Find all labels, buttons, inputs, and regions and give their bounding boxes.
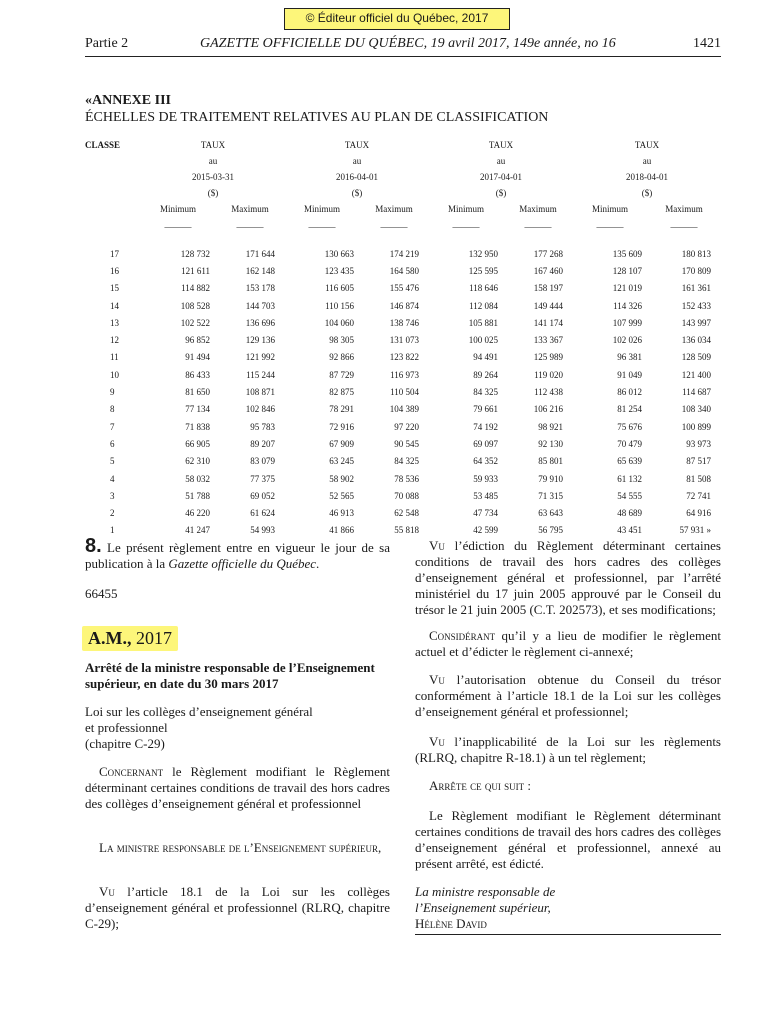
minimum-cell: 86 012 [617,387,642,398]
maximum-cell: 100 899 [681,421,711,432]
salary-scale-table [85,137,721,539]
law-line: (chapitre C-29) [85,736,165,751]
au-label: au [208,156,218,166]
maximum-cell: 92 130 [538,438,563,449]
minimum-header: Minimum [447,204,484,214]
minimum-cell: 65 639 [617,456,642,467]
minimum-cell: 107 999 [612,317,642,328]
maximum-cell: 119 020 [534,369,563,380]
vu-text: l’autorisation obtenue du Conseil du trésor conformément à l’article 18.1 de la Loi sur les collèges d’enseignement général et professionnel; [415,672,721,719]
minimum-cell: 46 913 [329,508,354,519]
minimum-cell: 71 838 [185,421,210,432]
minimum-cell: 121 611 [181,265,210,276]
minimum-cell: 69 097 [473,438,498,449]
classe-cell: 4 [110,473,115,484]
classe-cell: 13 [110,317,119,328]
table-row [85,280,721,297]
maximum-cell: 87 517 [686,456,711,467]
maximum-cell: 152 433 [681,300,711,311]
table-row [85,383,721,400]
signature-title: La ministre responsable de [415,884,556,899]
maximum-cell: 161 361 [681,283,711,294]
header-part: Partie 2 [85,36,129,51]
minimum-cell: 118 646 [469,283,498,294]
maximum-header: Maximum [375,204,413,214]
section-text: Le présent règlement entre en vigueur le jour de sa publication à la [85,540,390,571]
maximum-cell: 128 509 [681,352,711,363]
header-dash: ——— [596,222,624,232]
vu-label: Vu [429,734,445,749]
maximum-cell: 97 220 [394,421,419,432]
section-8-paragraph [85,535,390,572]
header-dash: ——— [670,222,698,232]
minimum-cell: 130 663 [324,248,354,259]
table-row [85,366,721,383]
maximum-cell: 90 545 [394,438,419,449]
minimum-header: Minimum [303,204,340,214]
minimum-cell: 82 875 [329,387,354,398]
minimum-cell: 70 479 [617,438,642,449]
minimum-cell: 75 676 [617,421,642,432]
maximum-cell: 56 795 [538,525,563,536]
minimum-cell: 135 609 [612,248,642,259]
classe-cell: 16 [110,265,119,276]
minimum-cell: 114 882 [181,283,210,294]
classe-cell: 11 [110,352,119,363]
maximum-cell: 104 389 [389,404,419,415]
maximum-cell: 108 340 [681,404,711,415]
maximum-cell: 81 508 [686,473,711,484]
header-dash: ——— [524,222,552,232]
page-header [85,36,721,56]
concernant-paragraph [85,764,390,812]
maximum-cell: 138 746 [389,317,419,328]
vu-text: l’inapplicabilité de la Loi sur les règlements (RLRQ, chapitre R-18.1) à un tel règlement; [415,734,721,765]
vu-label: Vu [99,884,115,899]
considerant-paragraph [415,628,721,660]
maximum-header: Maximum [665,204,703,214]
table-row [85,470,721,487]
maximum-cell: 121 992 [245,352,275,363]
vu-text: l’édiction du Règlement déterminant certaines conditions de travail des hors cadres des collèges d’enseignement général et professionnel, par l’arrêté ministériel du 17 juin 2005 approuvé par le Conseil du trésor le 21 juin 2005 (C.T. 202573), et ses modifications; [415,538,721,617]
vu-label: Vu [429,672,445,687]
final-paragraph [415,808,721,872]
minimum-cell: 77 134 [185,404,210,415]
maximum-cell: 136 696 [245,317,275,328]
maximum-cell: 85 801 [538,456,563,467]
annex-heading [85,92,548,126]
maximum-cell: 153 178 [245,283,275,294]
maximum-cell: 180 813 [681,248,711,259]
maximum-cell: 69 052 [250,490,275,501]
maximum-cell: 62 548 [394,508,419,519]
maximum-cell: 77 375 [250,473,275,484]
date-header: 2018-04-01 [626,172,668,182]
maximum-cell: 72 741 [686,490,711,501]
maximum-cell: 57 931 » [679,525,711,536]
au-label: au [642,156,652,166]
classe-cell: 10 [110,369,119,380]
maximum-cell: 164 580 [389,265,419,276]
page-number: 1421 [693,36,721,51]
minimum-cell: 63 245 [329,456,354,467]
vu-text: l’article 18.1 de la Loi sur les collèges d’enseignement général et professionnel (RLRQ, chapitre C-29); [85,884,390,931]
classe-cell: 5 [110,456,115,467]
vu-inapplicabilite-paragraph [415,734,721,766]
table-row [85,504,721,521]
salary-scale-rows [85,245,721,539]
considerant-label: Considérant [429,628,496,643]
annex-subtitle: ÉCHELLES DE TRAITEMENT RELATIVES AU PLAN DE CLASSIFICATION [85,110,549,125]
maximum-cell: 71 315 [538,490,563,501]
table-row [85,349,721,366]
maximum-cell: 106 216 [533,404,563,415]
minimum-cell: 128 732 [180,248,210,259]
minimum-cell: 114 326 [613,300,642,311]
maximum-cell: 123 822 [389,352,419,363]
minimum-cell: 74 192 [473,421,498,432]
minimum-cell: 64 352 [473,456,498,467]
au-label: au [496,156,506,166]
classe-cell: 1 [110,525,115,536]
maximum-cell: 63 643 [538,508,563,519]
minimum-header: Minimum [591,204,628,214]
minimum-cell: 128 107 [612,265,642,276]
minimum-cell: 104 060 [324,317,354,328]
header-dash: ——— [308,222,336,232]
maximum-cell: 177 268 [533,248,563,259]
final-text: Le Règlement modifiant le Règlement déterminant certaines conditions de travail des hors cadres des collèges d’enseignement général et professionnel, annexé au présent arrêté, est édicté. [415,808,721,871]
maximum-cell: 133 367 [533,335,563,346]
minimum-cell: 84 325 [473,387,498,398]
minimum-cell: 42 599 [473,525,498,536]
unit-label: ($) [207,188,219,198]
maximum-cell: 155 476 [389,283,419,294]
minimum-cell: 46 220 [185,508,210,519]
minimum-cell: 123 435 [324,265,354,276]
minimum-cell: 86 433 [185,369,210,380]
maximum-cell: 95 783 [250,421,275,432]
date-header: 2015-03-31 [192,172,234,182]
minimum-cell: 110 156 [325,300,354,311]
arrete-title: Arrêté de la ministre responsable de l’Enseignement supérieur, en date du 30 mars 2017 [85,660,375,691]
maximum-cell: 125 989 [533,352,563,363]
minimum-cell: 47 734 [473,508,498,519]
maximum-cell: 61 624 [250,508,275,519]
annex-title: «ANNEXE III [85,93,171,108]
minimum-cell: 108 528 [180,300,210,311]
minimum-cell: 87 729 [329,369,354,380]
minimum-cell: 58 902 [329,473,354,484]
minimum-cell: 72 916 [329,421,354,432]
classe-header: CLASSE [85,140,121,150]
section-number: 8. [85,535,102,557]
maximum-cell: 144 703 [245,300,275,311]
maximum-cell: 174 219 [389,248,419,259]
am-year: 2017 [131,628,172,648]
minimum-cell: 58 032 [185,473,210,484]
minimum-cell: 41 247 [185,525,210,536]
taux-header: TAUX [634,140,660,150]
minimum-cell: 81 254 [617,404,642,415]
minimum-cell: 66 905 [185,438,210,449]
document-number: 66455 [85,586,118,601]
table-row [85,453,721,470]
concernant-text: le Règlement modifiant le Règlement déterminant certaines conditions de travail des hors cadres des collèges d’enseignement général et professionnel [85,764,390,811]
maximum-header: Maximum [231,204,269,214]
minimum-cell: 116 605 [325,283,354,294]
minimum-cell: 96 381 [617,352,642,363]
table-row [85,418,721,435]
table-row [85,401,721,418]
minimum-cell: 94 491 [473,352,498,363]
am-heading [82,626,178,651]
maximum-cell: 98 921 [538,421,563,432]
maximum-cell: 167 460 [533,265,563,276]
minimum-cell: 67 909 [329,438,354,449]
classe-cell: 12 [110,335,119,346]
maximum-cell: 121 400 [681,369,711,380]
maximum-cell: 141 174 [533,317,563,328]
maximum-cell: 143 997 [681,317,711,328]
header-dash: ——— [164,222,192,232]
maximum-cell: 115 244 [246,369,275,380]
minimum-cell: 81 650 [185,387,210,398]
maximum-cell: 114 687 [682,387,711,398]
minimum-cell: 62 310 [185,456,210,467]
minimum-cell: 96 852 [185,335,210,346]
gazette-name: Gazette officielle du Québec [168,556,317,571]
classe-cell: 8 [110,404,115,415]
vu-article-paragraph [85,884,390,932]
maximum-cell: 55 818 [394,525,419,536]
date-header: 2016-04-01 [336,172,378,182]
classe-cell: 3 [110,490,115,501]
unit-label: ($) [495,188,507,198]
classe-cell: 6 [110,438,115,449]
classe-cell: 15 [110,283,119,294]
arrete-heading [415,778,721,794]
minimum-cell: 125 595 [468,265,498,276]
section-period: . [316,556,320,571]
minimum-header: Minimum [159,204,196,214]
table-row [85,435,721,452]
minimum-cell: 92 866 [329,352,354,363]
maximum-cell: 70 088 [394,490,419,501]
minimum-cell: 89 264 [473,369,498,380]
minimum-cell: 121 019 [612,283,642,294]
vu-label: Vu [429,538,445,553]
maximum-cell: 84 325 [394,456,419,467]
minimum-cell: 59 933 [473,473,498,484]
end-divider [415,934,721,935]
minimum-cell: 79 661 [473,404,498,415]
maximum-cell: 162 148 [245,265,275,276]
maximum-cell: 108 871 [245,387,275,398]
header-divider [85,56,721,57]
law-line: et professionnel [85,720,168,735]
minimum-cell: 43 451 [617,525,642,536]
table-row [85,297,721,314]
minimum-cell: 54 555 [617,490,642,501]
maximum-header: Maximum [519,204,557,214]
minimum-cell: 112 084 [469,300,498,311]
law-reference [85,704,390,752]
maximum-cell: 158 197 [533,283,563,294]
minimum-cell: 51 788 [185,490,210,501]
maximum-cell: 112 438 [534,387,563,398]
classe-cell: 9 [110,387,115,398]
au-label: au [352,156,362,166]
header-dash: ——— [380,222,408,232]
maximum-cell: 129 136 [245,335,275,346]
concernant-label: Concernant [99,764,164,779]
am-label: A.M., [88,628,132,648]
signature-name: Hélène David [415,916,487,931]
header-dash: ——— [236,222,264,232]
minimum-cell: 53 485 [473,490,498,501]
minimum-cell: 98 305 [329,335,354,346]
minimum-cell: 91 049 [617,369,642,380]
maximum-cell: 171 644 [245,248,275,259]
classe-cell: 2 [110,508,115,519]
maximum-cell: 102 846 [245,404,275,415]
minimum-cell: 91 494 [185,352,210,363]
table-row [85,314,721,331]
table-row [85,487,721,504]
law-line: Loi sur les collèges d’enseignement général [85,704,313,719]
taux-header: TAUX [488,140,514,150]
minimum-cell: 78 291 [329,404,354,415]
minimum-cell: 132 950 [468,248,498,259]
maximum-cell: 93 973 [686,438,711,449]
vu-edition-paragraph [415,538,721,618]
table-row [85,331,721,348]
minimum-cell: 102 522 [180,317,210,328]
taux-header: TAUX [344,140,370,150]
maximum-cell: 79 910 [538,473,563,484]
table-row [85,522,721,539]
date-header: 2017-04-01 [480,172,522,182]
maximum-cell: 149 444 [533,300,563,311]
copyright-notice: © Éditeur officiel du Québec, 2017 [284,8,510,30]
signature-block [415,884,721,932]
minimum-cell: 48 689 [617,508,642,519]
maximum-cell: 136 034 [681,335,711,346]
maximum-cell: 54 993 [250,525,275,536]
signature-title: l’Enseignement supérieur, [415,900,551,915]
maximum-cell: 89 207 [250,438,275,449]
table-row [85,245,721,262]
ministre-label: La ministre responsable de l’Enseignement supérieur, [99,840,382,855]
considerant-text: qu’il y a lieu de modifier le règlement actuel et d’édicter le règlement ci-annexé; [415,628,721,659]
minimum-cell: 105 881 [468,317,498,328]
maximum-cell: 78 536 [394,473,419,484]
maximum-cell: 83 079 [250,456,275,467]
unit-label: ($) [641,188,653,198]
minimum-cell: 102 026 [612,335,642,346]
header-title: GAZETTE OFFICIELLE DU QUÉBEC, 19 avril 2017, 149e année, no 16 [200,36,616,51]
maximum-cell: 131 073 [389,335,419,346]
unit-label: ($) [351,188,363,198]
maximum-cell: 116 973 [390,369,419,380]
taux-header: TAUX [200,140,226,150]
minimum-cell: 52 565 [329,490,354,501]
ministre-heading [85,840,390,856]
minimum-cell: 61 132 [617,473,642,484]
vu-autorisation-paragraph [415,672,721,720]
classe-cell: 17 [110,248,119,259]
minimum-cell: 41 866 [329,525,354,536]
minimum-cell: 100 025 [468,335,498,346]
arrete-label: Arrête ce qui suit : [429,778,531,793]
maximum-cell: 64 916 [686,508,711,519]
table-row [85,262,721,279]
header-dash: ——— [452,222,480,232]
maximum-cell: 170 809 [681,265,711,276]
classe-cell: 7 [110,421,115,432]
classe-cell: 14 [110,300,119,311]
maximum-cell: 146 874 [389,300,419,311]
maximum-cell: 110 504 [390,387,419,398]
